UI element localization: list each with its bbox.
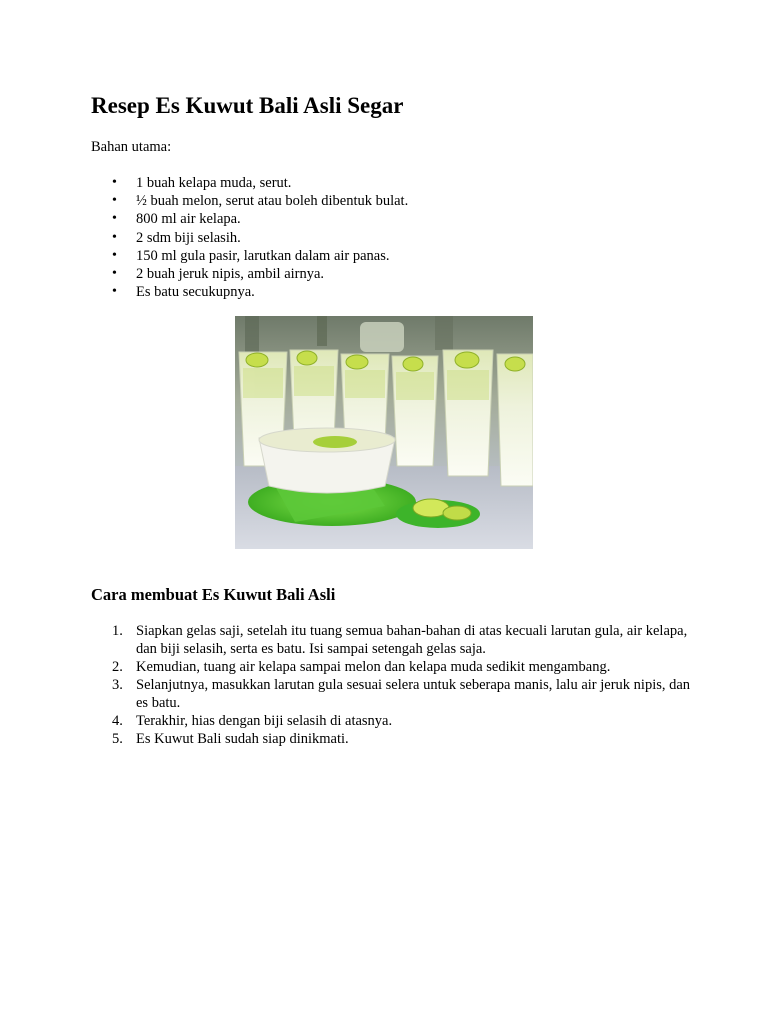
step-number: 4. (112, 713, 123, 729)
recipe-photo (235, 316, 533, 549)
step-item (91, 676, 691, 712)
ingredient-item: • 800 ml air kelapa. (91, 210, 691, 228)
ingredient-item: • 2 buah jeruk nipis, ambil airnya. (91, 265, 691, 283)
step-text: Siapkan gelas saji, setelah itu tuang semua bahan-bahan di atas kecuali larutan gula, air kelapa, dan biji selasih, serta es batu. Isi sampai setengah gelas saja. (136, 623, 688, 657)
step-text: Terakhir, hias dengan biji selasih di atasnya. (136, 713, 393, 729)
ingredient-item: • 2 sdm biji selasih. (91, 229, 691, 247)
ingredient-item: • Es batu secukupnya. (91, 283, 691, 301)
step-item (91, 730, 691, 748)
step-number: 1. (112, 623, 123, 639)
step-text: Es Kuwut Bali sudah siap dinikmati. (136, 731, 349, 747)
step-list (91, 622, 691, 748)
step-text: Selanjutnya, masukkan larutan gula sesuai selera untuk seberapa manis, lalu air jeruk nipis, dan es batu. (136, 677, 691, 711)
step-number: 2. (112, 659, 123, 675)
ingredient-item: • ½ buah melon, serut atau boleh dibentuk bulat. (91, 192, 691, 210)
step-item (91, 622, 691, 658)
ingredients-intro: Bahan utama: (91, 139, 172, 155)
ingredient-item: • 150 ml gula pasir, larutkan dalam air panas. (91, 247, 691, 265)
step-number: 5. (112, 731, 123, 747)
steps-heading: Cara membuat Es Kuwut Bali Asli (91, 585, 336, 604)
page-title: Resep Es Kuwut Bali Asli Segar (91, 93, 404, 118)
ingredient-list (91, 174, 691, 301)
ingredient-item: • 1 buah kelapa muda, serut. (91, 174, 691, 192)
step-number: 3. (112, 677, 123, 693)
step-text: Kemudian, tuang air kelapa sampai melon dan kelapa muda sedikit mengambang. (136, 659, 611, 675)
step-item (91, 712, 691, 730)
step-item (91, 658, 691, 676)
